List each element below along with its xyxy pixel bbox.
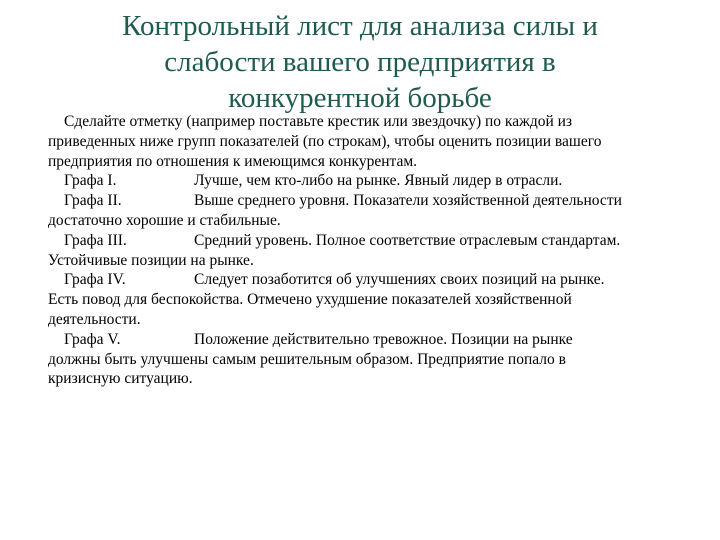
intro-line-2: приведенных ниже групп показателей (по строкам), чтобы оценить позиции вашего [48,132,602,150]
item-paragraph-1 [48,171,698,191]
item-5-text: Положение действительно тревожное. Позиции на рынке [194,330,573,348]
title-line-3: конкурентной борьбе [228,82,492,114]
item-3-first-line [48,231,698,251]
item-2-line-2: достаточно хорошие и стабильные. [48,211,281,229]
item-2-first-line [48,191,698,211]
intro-line-3: предприятия по отношения к имеющимся конкурентам. [48,152,418,170]
item-4-line-2: Есть повод для беспокойства. Отмечено ухудшение показателей хозяйственной [48,291,572,309]
item-paragraph-5 [48,330,698,389]
item-3-label: Графа III. [64,231,127,249]
item-4-line-3: деятельности. [48,310,141,328]
title-line-1: Контрольный лист для анализа силы и [122,10,598,42]
intro-line-1: Сделайте отметку (например поставьте крестик или звездочку) по каждой из [64,113,573,130]
item-5-line-2: должны быть улучшены самым решительным образом. Предприятие попало в [48,350,566,368]
item-1-first-line [48,171,698,191]
item-4-text: Следует позаботится об улучшениях своих позиций на рынке. [194,271,605,289]
item-2-text: Выше среднего уровня. Показатели хозяйственной деятельности [194,192,622,210]
slide-body [48,112,698,389]
item-1-text: Лучше, чем кто-либо на рынке. Явный лидер в отрасли. [194,172,563,190]
title-line-2: слабости вашего предприятия в [164,46,556,78]
item-4-first-line [48,270,698,290]
intro-paragraph [48,112,698,171]
item-4-label: Графа IV. [64,271,126,289]
item-2-label: Графа II. [64,192,122,210]
item-paragraph-3 [48,231,698,271]
item-paragraph-4 [48,270,698,329]
item-5-first-line [48,330,698,350]
item-3-text: Средний уровень. Полное соответствие отраслевым стандартам. [194,231,621,249]
item-5-line-3: кризисную ситуацию. [48,370,193,388]
item-paragraph-2 [48,191,698,231]
slide-title [60,8,660,116]
item-5-label: Графа V. [64,330,121,348]
item-3-line-2: Устойчивые позиции на рынке. [48,251,254,269]
item-1-label: Графа I. [64,172,117,190]
